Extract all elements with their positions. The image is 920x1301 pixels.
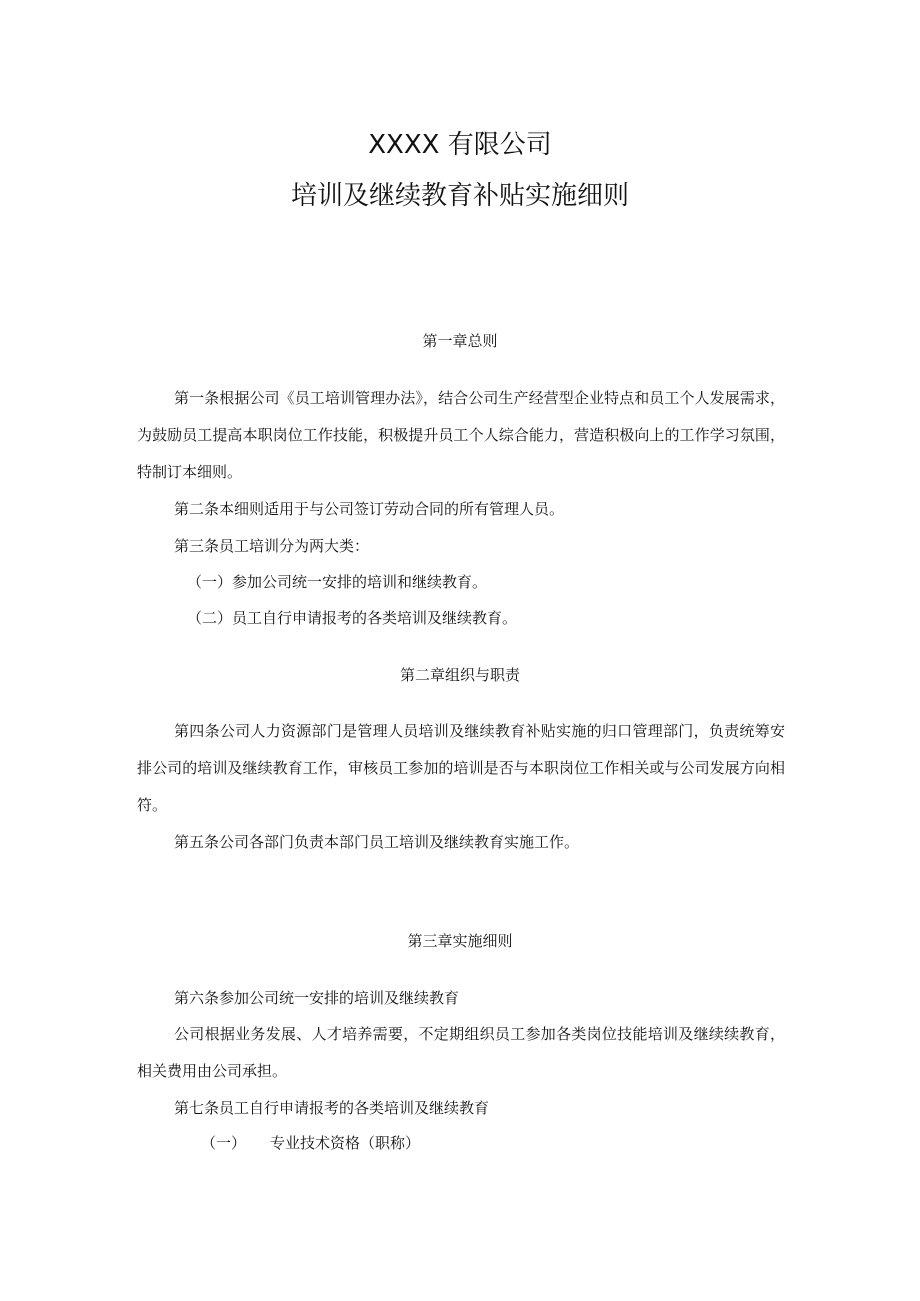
- article-7: 第七条员工自行申请报考的各类培训及继续教育: [174, 1099, 490, 1117]
- chapter-3-heading: 第三章实施细则: [407, 932, 513, 950]
- article-3: 第三条员工培训分为两大类：: [174, 537, 370, 555]
- article-4: 第四条公司人力资源部门是管理人员培训及继续教育补贴实施的归口管理部门，负责统筹安排公司的培训及继续教育工作，审核员工参加的培训是否与本职岗位工作相关或与公司发展方向相符。: [137, 722, 785, 814]
- article-1: 第一条根据公司《员工培训管理办法》，结合公司生产经营型企业特点和员工个人发展需求，为鼓励员工提高本职岗位工作技能，积极提升员工个人综合能力，营造积极向上的工作学习氛围，特制订本细则。: [137, 389, 785, 481]
- chapter-2-heading: 第二章组织与职责: [399, 666, 520, 684]
- article-5: 第五条公司各部门负责本部门员工培训及继续教育实施工作。: [174, 833, 580, 851]
- chapter-1-heading: 第一章总则: [422, 332, 498, 350]
- article-7-item-1-text: 专业技术资格（职称）: [270, 1134, 421, 1152]
- article-7-item-1-marker: （一）: [201, 1134, 247, 1152]
- article-2: 第二条本细则适用于与公司签订劳动合同的所有管理人员。: [174, 500, 565, 518]
- article-3-item-2: （二）员工自行申请报考的各类培训及继续教育。: [187, 609, 518, 627]
- article-6-body: 公司根据业务发展、人才培养需要，不定期组织员工参加各类岗位技能培训及继续续教育，相关费用由公司承担。: [137, 1025, 785, 1080]
- company-name: XXXX 有限公司: [368, 130, 552, 160]
- document-title: 培训及继续教育补贴实施细则: [290, 181, 629, 211]
- article-3-item-1: （一）参加公司统一安排的培训和继续教育。: [187, 573, 488, 591]
- article-6: 第六条参加公司统一安排的培训及继续教育: [174, 989, 460, 1007]
